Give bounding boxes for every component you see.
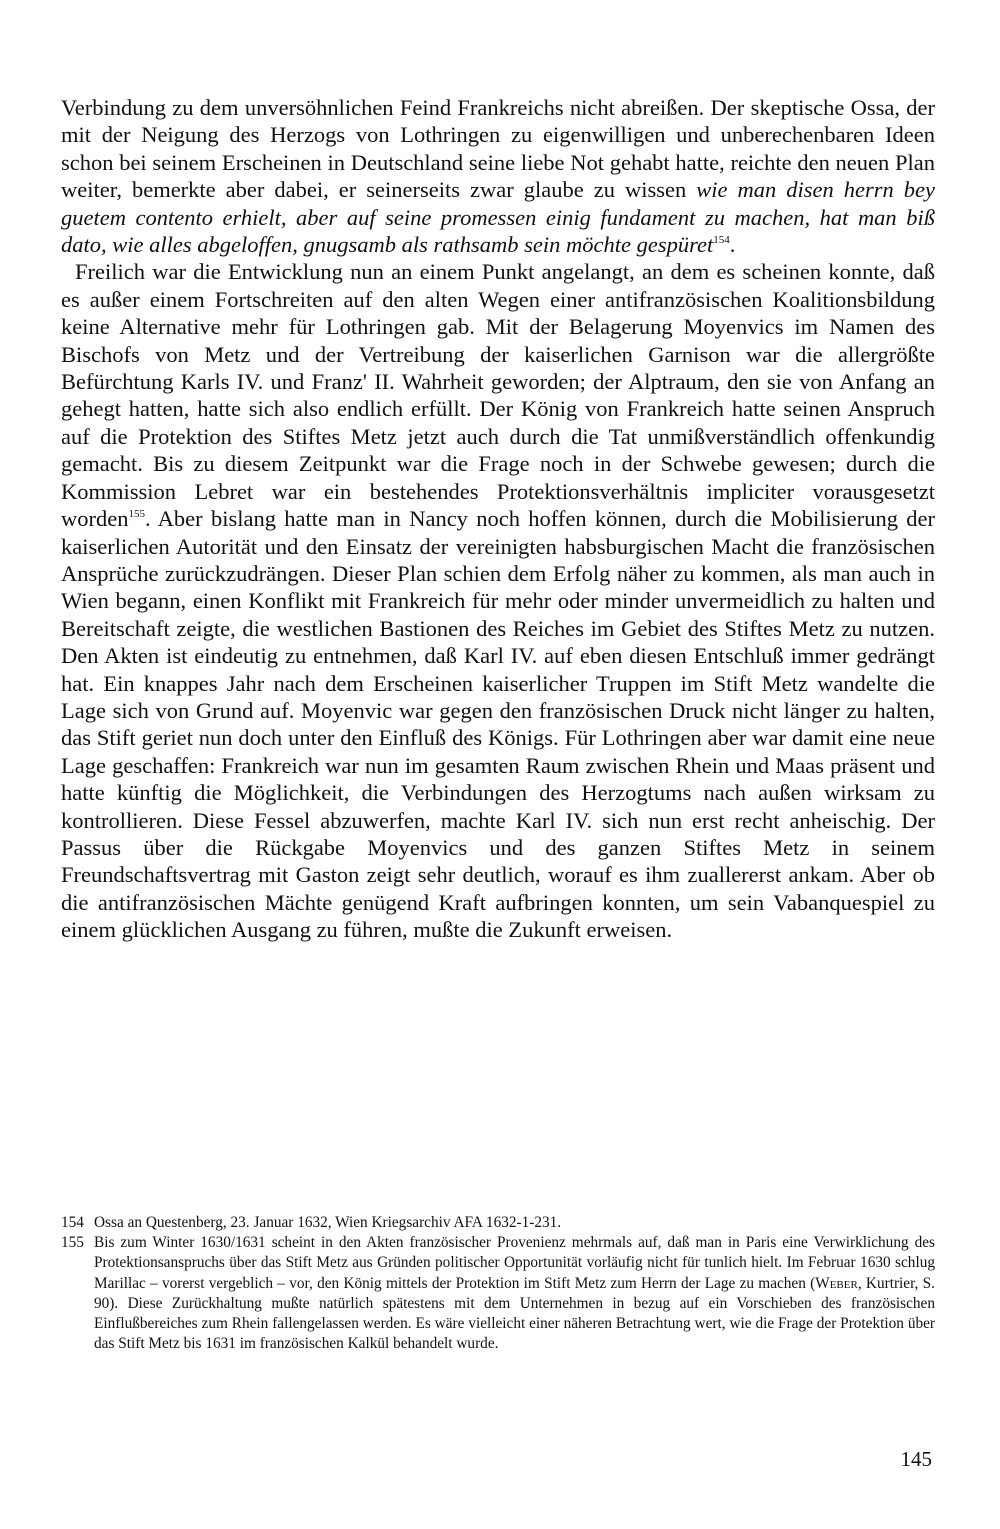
author-name: Weber: [815, 1274, 858, 1292]
footnote-text-part: , Kurtrier, S. 90). Diese Zurückhaltung mußte natürlich spätestens mit dem Unternehmen in bezug auf ein Vorschieben des französischen Einflußbereiches zum Rhein fallengelassen werden. Es wäre vielleicht einer näheren Betrachtung wert, wie die Frage der Protektion über das Stift Metz bis 1631 im französischen Kalkül behandelt wurde.: [94, 1274, 935, 1353]
footnote-text-part: Bis zum Winter 1630/1631 scheint in den Akten französischer Provenienz mehrmals auf, daß man in Paris eine Verwirklichung des Protektionsanspruchs über das Stift Metz aus Gründen politischer Opportunität vorläufig nicht für tunlich hielt. Im Februar 1630 schlug Marillac – vorerst vergeblich – vor, den König mittels der Protektion im Stift Metz zum Herrn der Lage zu machen (: [94, 1234, 935, 1292]
paragraph-2: [61, 258, 935, 943]
footnote-154: [61, 1213, 935, 1233]
footnote-ref-154[interactable]: 154: [713, 234, 730, 247]
paragraph-1-text: Verbindung zu dem unversöhnlichen Feind Frankreichs nicht abreißen. Der skeptische Ossa, der mit der Neigung des Herzogs von Lothringen zu eigenwilligen und unberechenbaren Ideen schon bei seinem Erscheinen in Deutschland seine liebe Not gehabt hatte, reichte den neuen Plan weiter, bemerkte aber dabei, er seinerseits zwar glaube zu wissen: [61, 95, 935, 203]
footnote-text: [94, 1233, 935, 1354]
quotation: wie man disen herrn bey guetem contento erhielt, aber auf seine promessen einig fundament zu machen, hat man biß dato, wie alles abgeloffen, gnugsamb als rathsamb sein möchte gespüret: [61, 177, 935, 258]
footnote-ref-155[interactable]: 155: [128, 508, 145, 521]
footnote-number: 154: [61, 1214, 84, 1231]
paragraph-2-text: Freilich war die Entwicklung nun an einem Punkt angelangt, an dem es scheinen konnte, daß es außer einem Fortschreiten auf den alten Wegen einer antifranzösischen Koalitionsbildung keine Alternative mehr für Lothringen gab. Mit der Belagerung Moyenvics im Namen des Bischofs von Metz und der Vertreibung der kaiserlichen Garnison war die allergrößte Befürchtung Karls IV. und Franz' II. Wahrheit geworden; der Alptraum, den sie von Anfang an gehegt hatten, hatte sich also endlich erfüllt. Der König von Frankreich hatte seinen Anspruch auf die Protektion des Stiftes Metz jetzt auch durch die Tat unmißverständlich offenkundig gemacht. Bis zu diesem Zeitpunkt war die Frage noch in der Schwebe gewesen; durch die Kommission Lebret war ein bestehendes Protektionsverhältnis impliciter vorausgesetzt worden: [61, 259, 935, 532]
footnote-number: 155: [61, 1234, 84, 1252]
page-number: 145: [900, 1447, 932, 1471]
footnotes: [61, 1213, 935, 1354]
paragraph-2-rest: . Aber bislang hatte man in Nancy noch hoffen können, durch die Mobilisierung der kaiserlichen Autorität und den Einsatz der vereinigten habsburgischen Macht die französischen Ansprüche zurückzudrängen. Dieser Plan schien dem Erfolg näher zu kommen, als man auch in Wien begann, einen Konflikt mit Frankreich für mehr oder minder unvermeidlich zu halten und Bereitschaft zeigte, die westlichen Bastionen des Reiches im Gebiet des Stiftes Metz zu nutzen. Den Akten ist eindeutig zu entnehmen, daß Karl IV. auf eben diesen Entschluß immer gedrängt hat. Ein knappes Jahr nach dem Erscheinen kaiserlicher Truppen im Stift Metz wandelte die Lage sich von Grund auf. Moyenvic war gegen den französischen Druck nicht länger zu halten, das Stift geriet nun doch unter den Einfluß des Königs. Für Lothringen aber war damit eine neue Lage geschaffen: Frankreich war nun im gesamten Raum zwischen Rhein und Maas präsent und hatte künftig die Möglichkeit, die Verbindungen des Herzogtums nach außen wirksam zu kontrollieren. Diese Fessel abzuwerfen, machte Karl IV. sich nun erst recht anheischig. Der Passus über die Rückgabe Moyenvics und des ganzen Stiftes Metz in seinem Freundschaftsvertrag mit Gaston zeigt sehr deutlich, worauf es ihm zuallererst ankam. Aber ob die antifranzösischen Mächte genügend Kraft aufbringen konnten, um sein Vabanquespiel zu einem glücklichen Ausgang zu führen, mußte die Zukunft erweisen.: [61, 506, 935, 943]
paragraph-1-end: .: [729, 232, 736, 258]
footnote-155: [61, 1233, 935, 1354]
body-text: [61, 94, 935, 944]
paragraph-1: [61, 94, 935, 258]
footnote-text: Ossa an Questenberg, 23. Januar 1632, Wien Kriegsarchiv AFA 1632-1-231.: [94, 1214, 562, 1231]
